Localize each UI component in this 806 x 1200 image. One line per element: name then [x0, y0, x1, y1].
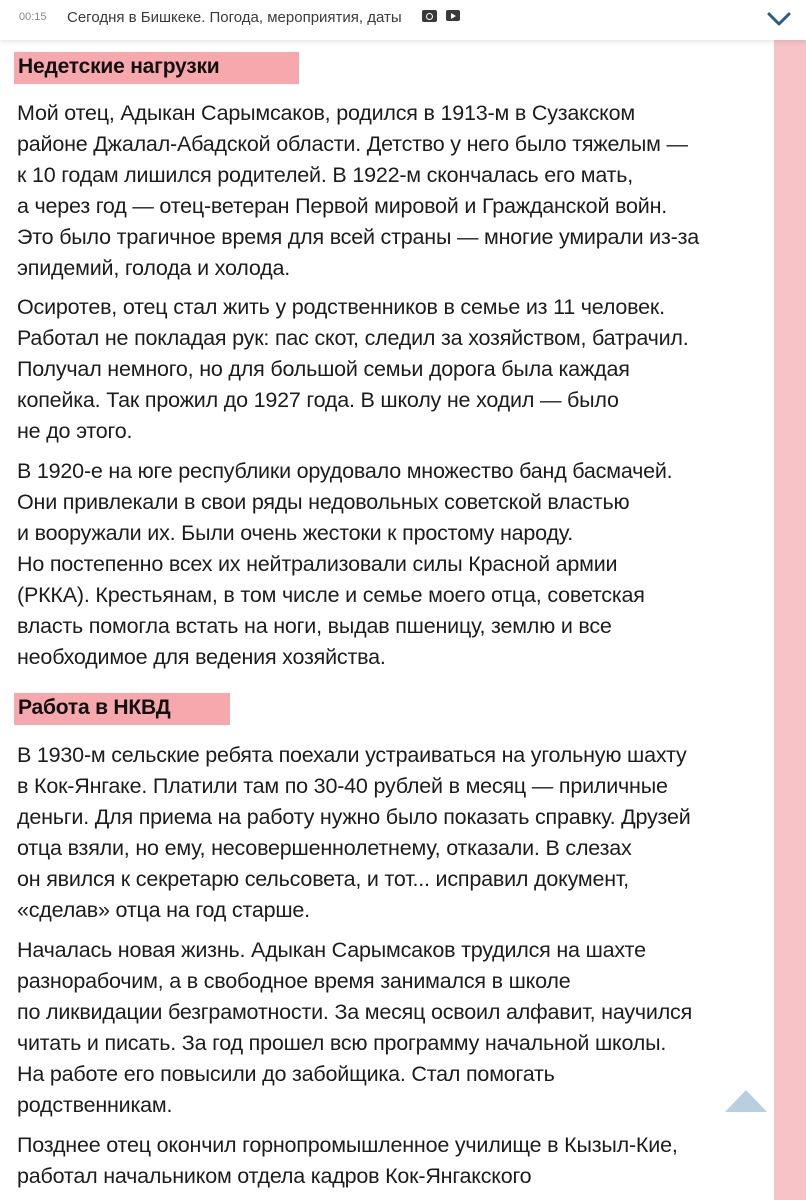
paragraph-1 [17, 98, 806, 284]
text-line: «сделав» отца на год старше. [17, 898, 310, 922]
scroll-to-top-icon[interactable] [723, 1088, 769, 1114]
paragraph-4 [17, 740, 806, 926]
section-heading-1 [14, 52, 299, 84]
text-line: в Кок-Янгаке. Платили там по 30-40 рублей в месяц — приличные [17, 774, 668, 798]
text-line: Но постепенно всех их нейтрализовали силы Красной армии [17, 552, 618, 576]
section-heading-2 [14, 693, 230, 725]
paragraph-5 [17, 935, 806, 1121]
text-line: работал начальником отдела кадров Кок-Янгакского [17, 1164, 532, 1188]
text-line: Мой отец, Адыкан Сарымсаков, родился в 1913-м в Сузакском [17, 101, 635, 125]
text-line: копейка. Так прожил до 1927 года. В школу не ходил — было [17, 388, 619, 412]
paragraph-2 [17, 292, 806, 447]
text-line: Осиротев, отец стал жить у родственников в семье из 11 человек. [17, 295, 665, 319]
text-line: разнорабочим, а в свободное время занимался в школе [17, 969, 571, 993]
paragraph-3 [17, 456, 806, 673]
text-line: по ликвидации безграмотности. За месяц освоил алфавит, научился [17, 1000, 693, 1024]
text-line: Позднее отец окончил горнопромышленное училище в Кызыл-Кие, [17, 1133, 678, 1157]
section-heading-1-text: Недетские нагрузки [18, 55, 220, 78]
text-line: районе Джалал-Абадской области. Детство у него было тяжелым — [17, 132, 688, 156]
chevron-down-icon[interactable] [766, 8, 792, 30]
text-line: Они привлекали в свои ряды недовольных советской властью [17, 490, 630, 514]
clock-time: 00:15 [19, 11, 47, 23]
text-line: эпидемий, голода и холода. [17, 256, 290, 280]
text-line: Получал немного, но для большой семьи дорога была каждая [17, 357, 630, 381]
text-line: читать и писать. За год прошел всю программу начальной школы. [17, 1031, 667, 1055]
text-line: Началась новая жизнь. Адыкан Сарымсаков трудился на шахте [17, 938, 646, 962]
text-line: а через год — отец-ветеран Первой мировой и Гражданской войн. [17, 194, 668, 218]
text-line: В 1920-е на юге республики орудовало множество банд басмачей. [17, 459, 673, 483]
text-line: он явился к секретарю сельсовета, и тот... исправил документ, [17, 867, 629, 891]
text-line: и вооружали их. Были очень жестоки к простому народу. [17, 521, 573, 545]
title-icons [422, 10, 460, 22]
top-bar [0, 0, 806, 40]
text-line: деньги. Для приема на работу нужно было показать справку. Друзей [17, 805, 691, 829]
text-line: отца взяли, но ему, несовершеннолетнему, отказали. В слезах [17, 836, 632, 860]
text-line: необходимое для ведения хозяйства. [17, 645, 386, 669]
text-line: Это было трагичное время для всей страны — многие умирали из-за [17, 225, 700, 249]
text-line: На работе его повысили до забойщика. Стал помогать [17, 1062, 555, 1086]
text-line: власть помогла встать на ноги, выдав пшеницу, землю и все [17, 614, 612, 638]
camera-icon [422, 10, 437, 22]
text-line: не до этого. [17, 419, 133, 443]
text-line: (РККА). Крестьянам, в том числе и семье моего отца, советская [17, 583, 645, 607]
video-icon [446, 10, 460, 21]
page-title[interactable]: Сегодня в Бишкеке. Погода, мероприятия, даты [67, 9, 402, 26]
paragraph-6 [17, 1130, 806, 1192]
text-line: Работал не покладая рук: пас скот, следил за хозяйством, батрачил. [17, 326, 689, 350]
section-heading-2-text: Работа в НКВД [18, 696, 171, 719]
text-line: к 10 годам лишился родителей. В 1922-м скончалась его мать, [17, 163, 634, 187]
text-line: родственникам. [17, 1093, 173, 1117]
text-line: В 1930-м сельские ребята поехали устраиваться на угольную шахту [17, 743, 687, 767]
